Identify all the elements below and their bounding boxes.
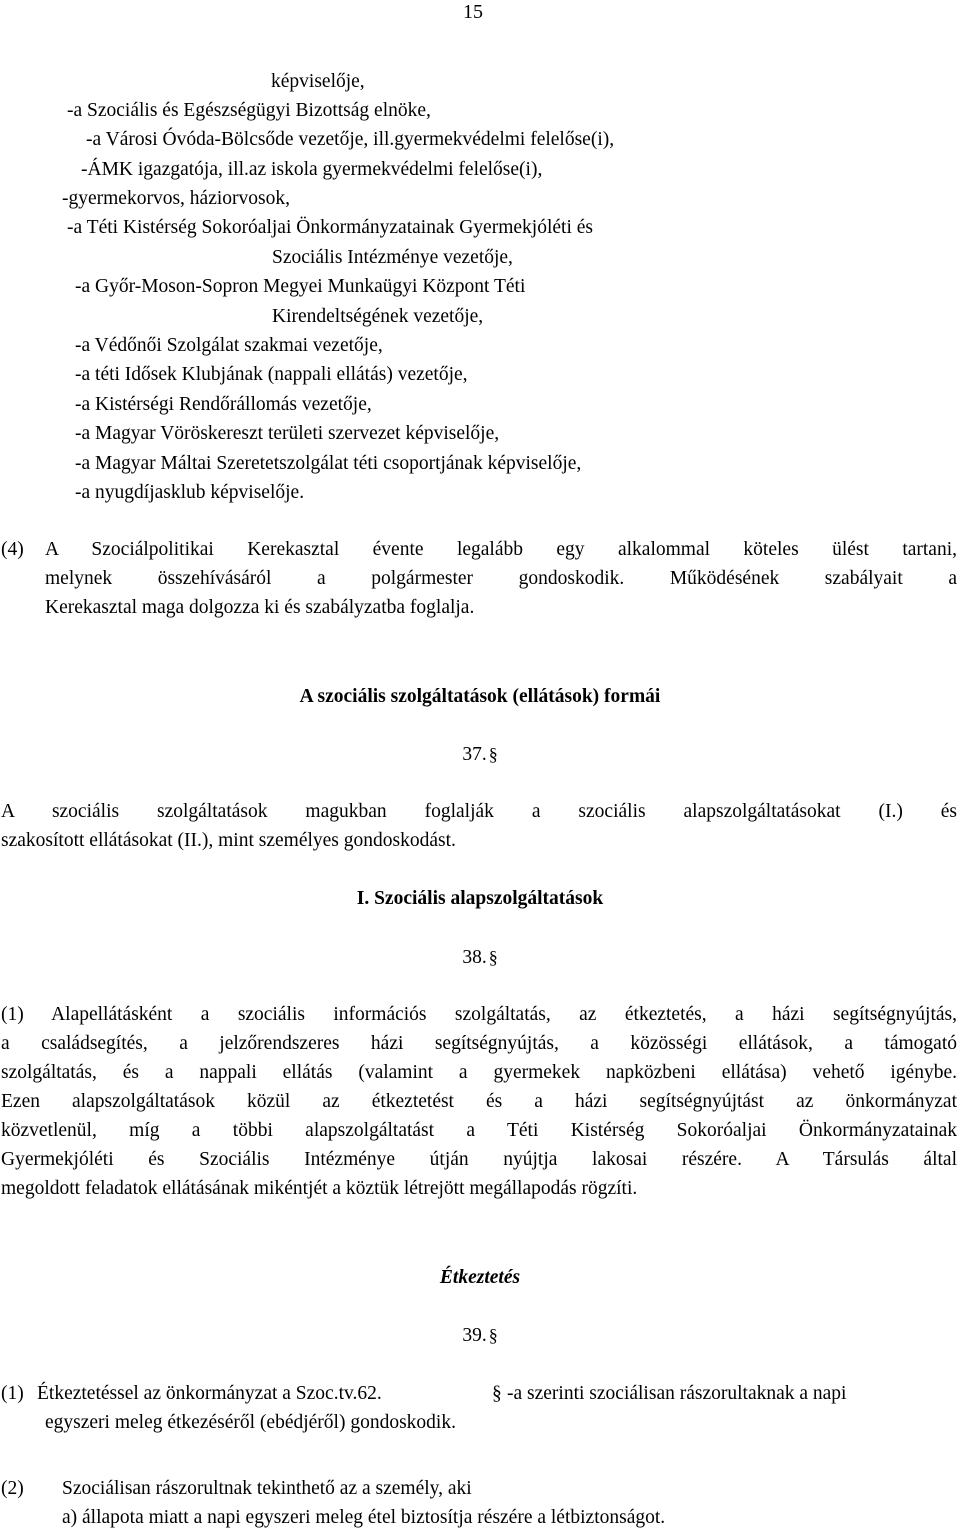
paragraph-label: (2) <box>1 1478 24 1499</box>
section-heading-basic-services: I. Szociális alapszolgáltatások <box>356 888 604 909</box>
paragraph-line: megoldott feladatok ellátásának mikéntjét a köztük létrejött megállapodás rögzíti. <box>1 1178 638 1199</box>
list-item: -a Védőnői Szolgálat szakmai vezetője, <box>75 335 383 356</box>
section-number-38 <box>0 943 960 972</box>
list-item: -a Téti Kistérség Sokoróaljai Önkormányzatainak Gyermekjóléti és <box>67 217 593 238</box>
paragraph-line: Szociálisan rászorultnak tekinthető az a személy, aki <box>62 1478 472 1499</box>
list-item: -gyermekorvos, háziorvosok, <box>62 188 290 209</box>
section-symbol: § <box>488 744 498 764</box>
paragraph-line: egyszeri meleg étkezéséről (ebédjéről) gondoskodik. <box>45 1412 456 1433</box>
paragraph-line: szolgáltatás, és a nappali ellátás (valamint a gyermekek napközbeni ellátása) vehető igénybe. <box>1 1062 957 1083</box>
list-item: -a nyugdíjasklub képviselője. <box>75 482 305 503</box>
paragraph-line: Gyermekjóléti és Szociális Intézménye útján nyújtja lakosai részére. A Társulás által <box>1 1149 957 1170</box>
paragraph-line: szakosított ellátásokat (II.), mint személyes gondoskodást. <box>1 830 456 851</box>
list-item: -a Győr-Moson-Sopron Megyei Munkaügyi Központ Téti <box>75 276 526 297</box>
list-item: Szociális Intézménye vezetője, <box>272 247 513 268</box>
paragraph-line: A szociális szolgáltatások magukban foglalják a szociális alapszolgáltatásokat (I.) és <box>1 801 957 822</box>
list-item: -a téti Idősek Klubjának (nappali ellátás) vezetője, <box>75 364 468 385</box>
paragraph-38 <box>1 1000 957 1203</box>
paragraph-37 <box>1 797 957 855</box>
paragraph-line: melynek összehívásáról a polgármester gondoskodik. Működésének szabályait a <box>45 568 957 589</box>
paragraph-line: (1) Alapellátásként a szociális információs szolgáltatás, az étkeztetés, a házi segítségnyújtás, <box>1 1004 957 1025</box>
list-item: -a Magyar Vöröskereszt területi szervezet képviselője, <box>75 423 500 444</box>
list-item: -a Szociális és Egészségügyi Bizottság elnöke, <box>67 100 431 121</box>
paragraph-line: A Szociálpolitikai Kerekasztal évente legalább egy alkalommal köteles ülést tartani, <box>45 539 957 560</box>
page-number: 15 <box>463 1 483 23</box>
section-number-text: 39. <box>462 1325 487 1346</box>
section-heading-meals: Étkeztetés <box>439 1267 521 1288</box>
section-number-39 <box>0 1321 960 1350</box>
paragraph-body <box>45 535 957 622</box>
paragraph-label: (4) <box>1 539 24 560</box>
list-intro: képviselője, <box>271 71 365 92</box>
paragraph-line-part: -a szerinti szociálisan rászorultaknak a napi <box>507 1383 847 1404</box>
list-item: -ÁMK igazgatója, ill.az iskola gyermekvédelmi felelőse(i), <box>81 159 543 180</box>
section-symbol: § <box>492 1383 502 1404</box>
paragraph-line: Ezen alapszolgáltatások közül az étkeztetést és a házi segítségnyújtást az önkormányzat <box>1 1091 957 1112</box>
section-number-text: 38. <box>462 947 487 968</box>
section-symbol: § <box>488 1325 498 1345</box>
section-symbol: § <box>488 947 498 967</box>
list-item: -a Városi Óvóda-Bölcsőde vezetője, ill.gyermekvédelmi felelőse(i), <box>86 129 615 150</box>
section-number-37 <box>0 740 960 769</box>
paragraph-line: a családsegítés, a jelzőrendszeres házi segítségnyújtás, a közösségi ellátások, a támogató <box>1 1033 957 1054</box>
list-item: -a Magyar Máltai Szeretetszolgálat téti csoportjának képviselője, <box>75 453 582 474</box>
paragraph-label: (1) <box>1 1383 24 1404</box>
section-number-text: 37. <box>462 744 487 765</box>
list-item: -a Kistérségi Rendőrállomás vezetője, <box>75 394 372 415</box>
section-heading-forms: A szociális szolgáltatások (ellátások) formái <box>299 686 661 707</box>
list-item: Kirendeltségének vezetője, <box>272 306 484 327</box>
paragraph-line-part: Étkeztetéssel az önkormányzat a Szoc.tv.62. <box>37 1383 382 1404</box>
paragraph-line: a) állapota miatt a napi egyszeri meleg étel biztosítja részére a létbiztonságot. <box>62 1507 666 1528</box>
paragraph-line: közvetlenül, míg a többi alapszolgáltatást a Téti Kistérség Sokoróaljai Önkormányzatainak <box>1 1120 957 1141</box>
paragraph-line: Kerekasztal maga dolgozza ki és szabályzatba foglalja. <box>45 597 475 618</box>
